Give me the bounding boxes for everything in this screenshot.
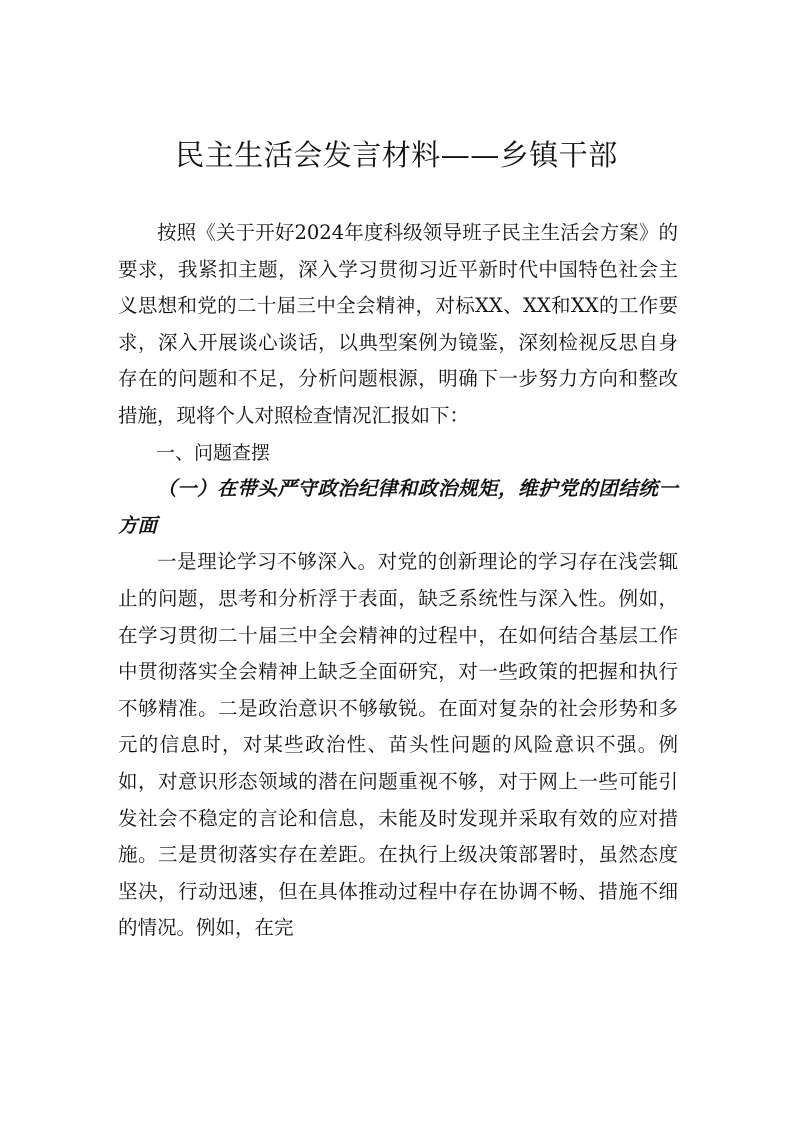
intro-paragraph: 按照《关于开好2024年度科级领导班子民主生活会方案》的要求，我紧扣主题，深入学习贯彻习近平新时代中国特色社会主义思想和党的二十届三中全会精神，对标XX、XX和XX的工作要求，深入开展谈心谈话，以典型案例为镜鉴，深刻检视反思自身存在的问题和不足，分析问题根源，明确下一步努力方向和整改措施，现将个人对照检查情况汇报如下： xyxy=(118,221,678,427)
subsection-heading: （一）在带头严守政治纪律和政治规矩，维护党的团结统一方面 xyxy=(118,477,678,537)
subsection-paragraph: 一是理论学习不够深入。对党的创新理论的学习存在浅尝辄止的问题，思考和分析浮于表面，缺乏系统性与深入性。例如，在学习贯彻二十届三中全会精神的过程中，在如何结合基层工作中贯彻落实全会精神上缺乏全面研究，对一些政策的把握和执行不够精准。二是政治意识不够敏锐。在面对复杂的社会形势和多元的信息时，对某些政治性、苗头性问题的风险意识不强。例如，对意识形态领域的潜在问题重视不够，对于网上一些可能引发社会不稳定的言论和信息，未能及时发现并采取有效的应对措施。三是贯彻落实存在差距。在执行上级决策部署时，虽然态度坚决，行动迅速，但在具体推动过程中存在协调不畅、措施不细的情况。例如，在完 xyxy=(118,550,678,940)
document-body xyxy=(118,215,678,947)
document-title: 民主生活会发言材料——乡镇干部 xyxy=(175,138,618,172)
section-heading: 一、问题查摆 xyxy=(156,441,271,464)
